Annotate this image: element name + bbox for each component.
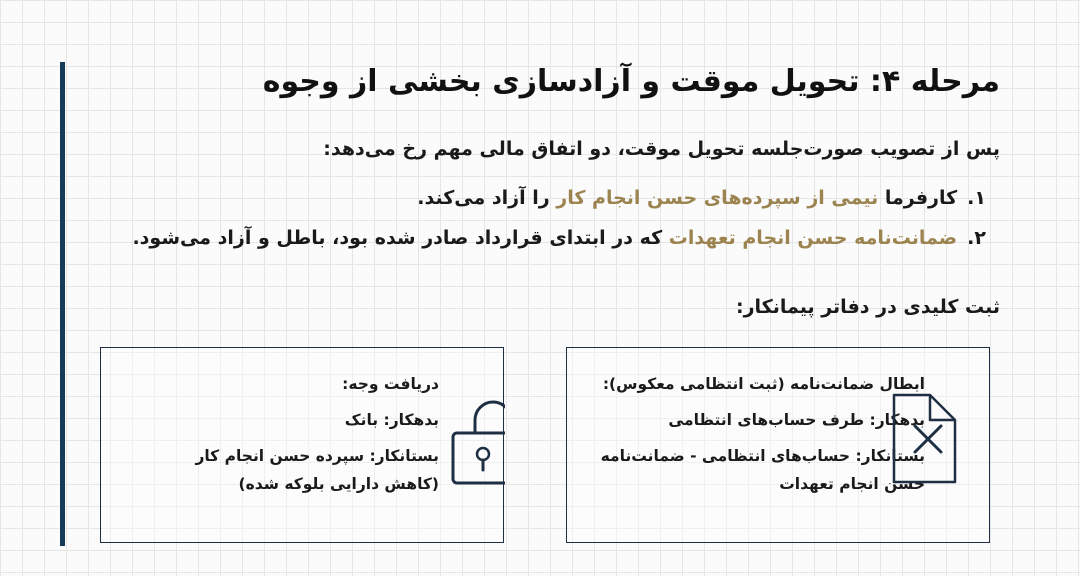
step-number: ۲.: [967, 227, 986, 249]
key-entries-heading: ثبت کلیدی در دفاتر پیمانکار:: [736, 296, 1000, 318]
step-text-after: را آزاد می‌کند.: [417, 187, 557, 209]
page-title: مرحله ۴: تحویل موقت و آزادسازی بخشی از وجوه: [262, 64, 1000, 99]
steps-list: [132, 178, 1000, 258]
step-item: [132, 178, 1000, 218]
receive-funds-card: [100, 347, 504, 543]
step-text-before: کارفرما: [878, 187, 958, 209]
step-number: ۱.: [967, 187, 986, 209]
step-highlight: نیمی از سپرده‌های حسن انجام کار: [556, 187, 879, 209]
card-heading: دریافت وجه:: [342, 375, 439, 393]
card-heading: ابطال ضمانت‌نامه (ثبت انتظامی معکوس):: [602, 375, 925, 393]
card-debit: بدهکار: طرف حساب‌های انتظامی: [668, 411, 925, 429]
step-highlight: ضمانت‌نامه حسن انجام تعهدات: [668, 227, 958, 249]
accent-bar: [60, 62, 65, 546]
unlocked-padlock-icon: [101, 348, 505, 544]
card-credit: بستانکار: سپرده حسن انجام کار (کاهش دارایی بلوکه شده): [195, 447, 439, 493]
card-debit: بدهکار: بانک: [344, 411, 439, 429]
intro-text: پس از تصویب صورت‌جلسه تحویل موقت، دو اتفاق مالی مهم رخ می‌دهد:: [323, 138, 1000, 160]
step-text-after: که در ابتدای قرارداد صادر شده بود، باطل و آزاد می‌شود.: [132, 227, 669, 249]
document-x-icon: [567, 348, 991, 544]
guarantee-cancel-card: [566, 347, 990, 543]
step-item: [132, 218, 1000, 258]
card-credit: بستانکار: حساب‌های انتظامی - ضمانت‌نامه حسن انجام تعهدات: [600, 447, 925, 493]
